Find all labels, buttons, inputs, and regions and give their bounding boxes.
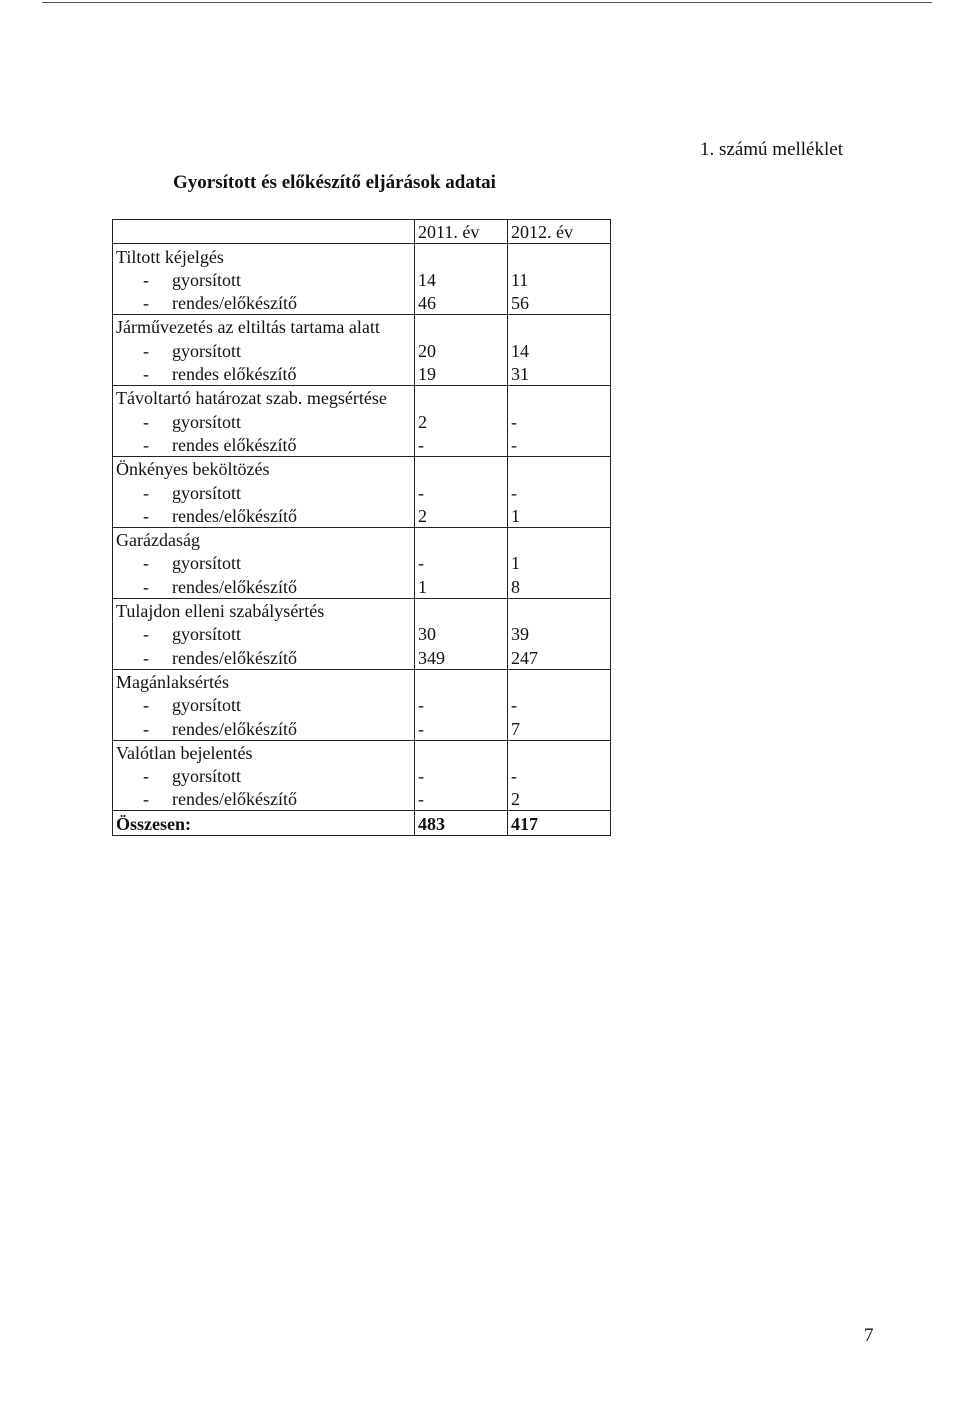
row-label-text: rendes/előkészítő [172, 576, 297, 597]
row-label [113, 764, 415, 787]
row-dash: - [143, 411, 149, 432]
category-blank-2011 [415, 669, 508, 693]
column-header-2011: 2011. év [415, 220, 508, 244]
value-2012: - [508, 480, 611, 503]
row-dash: - [143, 718, 149, 739]
value-2012: - [508, 409, 611, 432]
row-label [113, 338, 415, 361]
value-2012: - [508, 433, 611, 457]
category-blank-2012 [508, 244, 611, 268]
value-2012: 2 [508, 787, 611, 811]
row-label-text: rendes előkészítő [172, 434, 297, 455]
row-label-text: rendes/előkészítő [172, 293, 297, 314]
table-row [113, 716, 611, 740]
value-2011: - [415, 480, 508, 503]
value-2012: 1 [508, 504, 611, 528]
category-label: Tulajdon elleni szabálysértés [113, 598, 415, 622]
category-blank-2012 [508, 386, 611, 410]
row-label [113, 693, 415, 716]
row-dash: - [143, 624, 149, 645]
value-2011: - [415, 764, 508, 787]
row-label-text: rendes/előkészítő [172, 789, 297, 810]
table-row [113, 480, 611, 503]
value-2012: 7 [508, 716, 611, 740]
category-label: Önkényes beköltözés [113, 456, 415, 480]
row-dash: - [143, 482, 149, 503]
table-body [113, 220, 611, 836]
row-label-text: gyorsított [172, 482, 242, 503]
category-row [113, 315, 611, 339]
row-dash: - [143, 766, 149, 787]
category-label: Magánlaksértés [113, 669, 415, 693]
value-2012: 14 [508, 338, 611, 361]
category-blank-2012 [508, 669, 611, 693]
table-row [113, 787, 611, 811]
value-2012: - [508, 693, 611, 716]
category-blank-2011 [415, 527, 508, 551]
category-blank-2012 [508, 598, 611, 622]
row-dash: - [143, 364, 149, 385]
row-label [113, 716, 415, 740]
row-label-text: gyorsított [172, 553, 242, 574]
row-dash: - [143, 553, 149, 574]
total-label: Összesen: [113, 811, 415, 835]
row-dash: - [143, 269, 149, 290]
row-label [113, 645, 415, 669]
row-dash: - [143, 434, 149, 455]
category-row [113, 598, 611, 622]
table-header-row [113, 220, 611, 244]
category-label: Járművezetés az eltiltás tartama alatt [113, 315, 415, 339]
value-2012: 11 [508, 268, 611, 291]
category-label: Garázdaság [113, 527, 415, 551]
value-2011: 2 [415, 504, 508, 528]
row-label [113, 622, 415, 645]
table-row [113, 504, 611, 528]
value-2011: 14 [415, 268, 508, 291]
total-2011: 483 [415, 811, 508, 835]
category-blank-2011 [415, 386, 508, 410]
row-label [113, 551, 415, 574]
top-border-line [42, 2, 932, 3]
value-2012: 1 [508, 551, 611, 574]
category-row [113, 244, 611, 268]
table-row [113, 764, 611, 787]
category-blank-2011 [415, 244, 508, 268]
row-dash: - [143, 695, 149, 716]
row-dash: - [143, 576, 149, 597]
value-2011: - [415, 716, 508, 740]
category-label: Távoltartó határozat szab. megsértése [113, 386, 415, 410]
table-row [113, 409, 611, 432]
category-blank-2011 [415, 598, 508, 622]
value-2012: 56 [508, 291, 611, 315]
value-2011: 30 [415, 622, 508, 645]
category-row [113, 527, 611, 551]
value-2012: 8 [508, 574, 611, 598]
value-2012: 39 [508, 622, 611, 645]
category-label: Valótlan bejelentés [113, 740, 415, 764]
row-dash: - [143, 789, 149, 810]
table-row [113, 693, 611, 716]
row-dash: - [143, 340, 149, 361]
total-2012: 417 [508, 811, 611, 835]
row-label [113, 480, 415, 503]
category-blank-2011 [415, 740, 508, 764]
row-label [113, 787, 415, 811]
value-2011: - [415, 693, 508, 716]
row-label-text: gyorsított [172, 269, 242, 290]
header-blank-cell [113, 220, 415, 244]
value-2011: 349 [415, 645, 508, 669]
row-label-text: rendes/előkészítő [172, 647, 297, 668]
value-2012: 247 [508, 645, 611, 669]
value-2011: 46 [415, 291, 508, 315]
category-row [113, 456, 611, 480]
value-2011: 1 [415, 574, 508, 598]
table-row [113, 645, 611, 669]
row-label-text: gyorsított [172, 695, 242, 716]
row-dash: - [143, 293, 149, 314]
category-blank-2011 [415, 456, 508, 480]
row-label [113, 362, 415, 386]
total-row [113, 811, 611, 835]
table-row [113, 433, 611, 457]
category-blank-2011 [415, 315, 508, 339]
row-label-text: rendes/előkészítő [172, 718, 297, 739]
row-label [113, 268, 415, 291]
annex-label: 1. számú melléklet [700, 139, 843, 160]
page-number: 7 [864, 1325, 874, 1346]
row-label [113, 409, 415, 432]
category-blank-2012 [508, 315, 611, 339]
value-2011: - [415, 433, 508, 457]
row-dash: - [143, 647, 149, 668]
document-title: Gyorsított és előkészítő eljárások adatai [173, 172, 496, 193]
table-row [113, 338, 611, 361]
row-label-text: rendes előkészítő [172, 364, 297, 385]
row-label-text: gyorsított [172, 766, 242, 787]
table-row [113, 551, 611, 574]
table-row [113, 268, 611, 291]
category-blank-2012 [508, 456, 611, 480]
value-2012: 31 [508, 362, 611, 386]
value-2011: 19 [415, 362, 508, 386]
row-label-text: gyorsított [172, 411, 242, 432]
row-label [113, 504, 415, 528]
category-row [113, 386, 611, 410]
table-row [113, 622, 611, 645]
row-label-text: rendes/előkészítő [172, 505, 297, 526]
category-blank-2012 [508, 527, 611, 551]
table-row [113, 574, 611, 598]
row-dash: - [143, 505, 149, 526]
table-row [113, 362, 611, 386]
value-2012: - [508, 764, 611, 787]
category-label: Tiltott kéjelgés [113, 244, 415, 268]
row-label [113, 574, 415, 598]
value-2011: 20 [415, 338, 508, 361]
value-2011: - [415, 787, 508, 811]
row-label [113, 291, 415, 315]
value-2011: 2 [415, 409, 508, 432]
category-row [113, 740, 611, 764]
row-label-text: gyorsított [172, 624, 242, 645]
column-header-2012: 2012. év [508, 220, 611, 244]
table-row [113, 291, 611, 315]
row-label [113, 433, 415, 457]
statistics-table [112, 219, 611, 836]
row-label-text: gyorsított [172, 340, 242, 361]
value-2011: - [415, 551, 508, 574]
category-blank-2012 [508, 740, 611, 764]
category-row [113, 669, 611, 693]
